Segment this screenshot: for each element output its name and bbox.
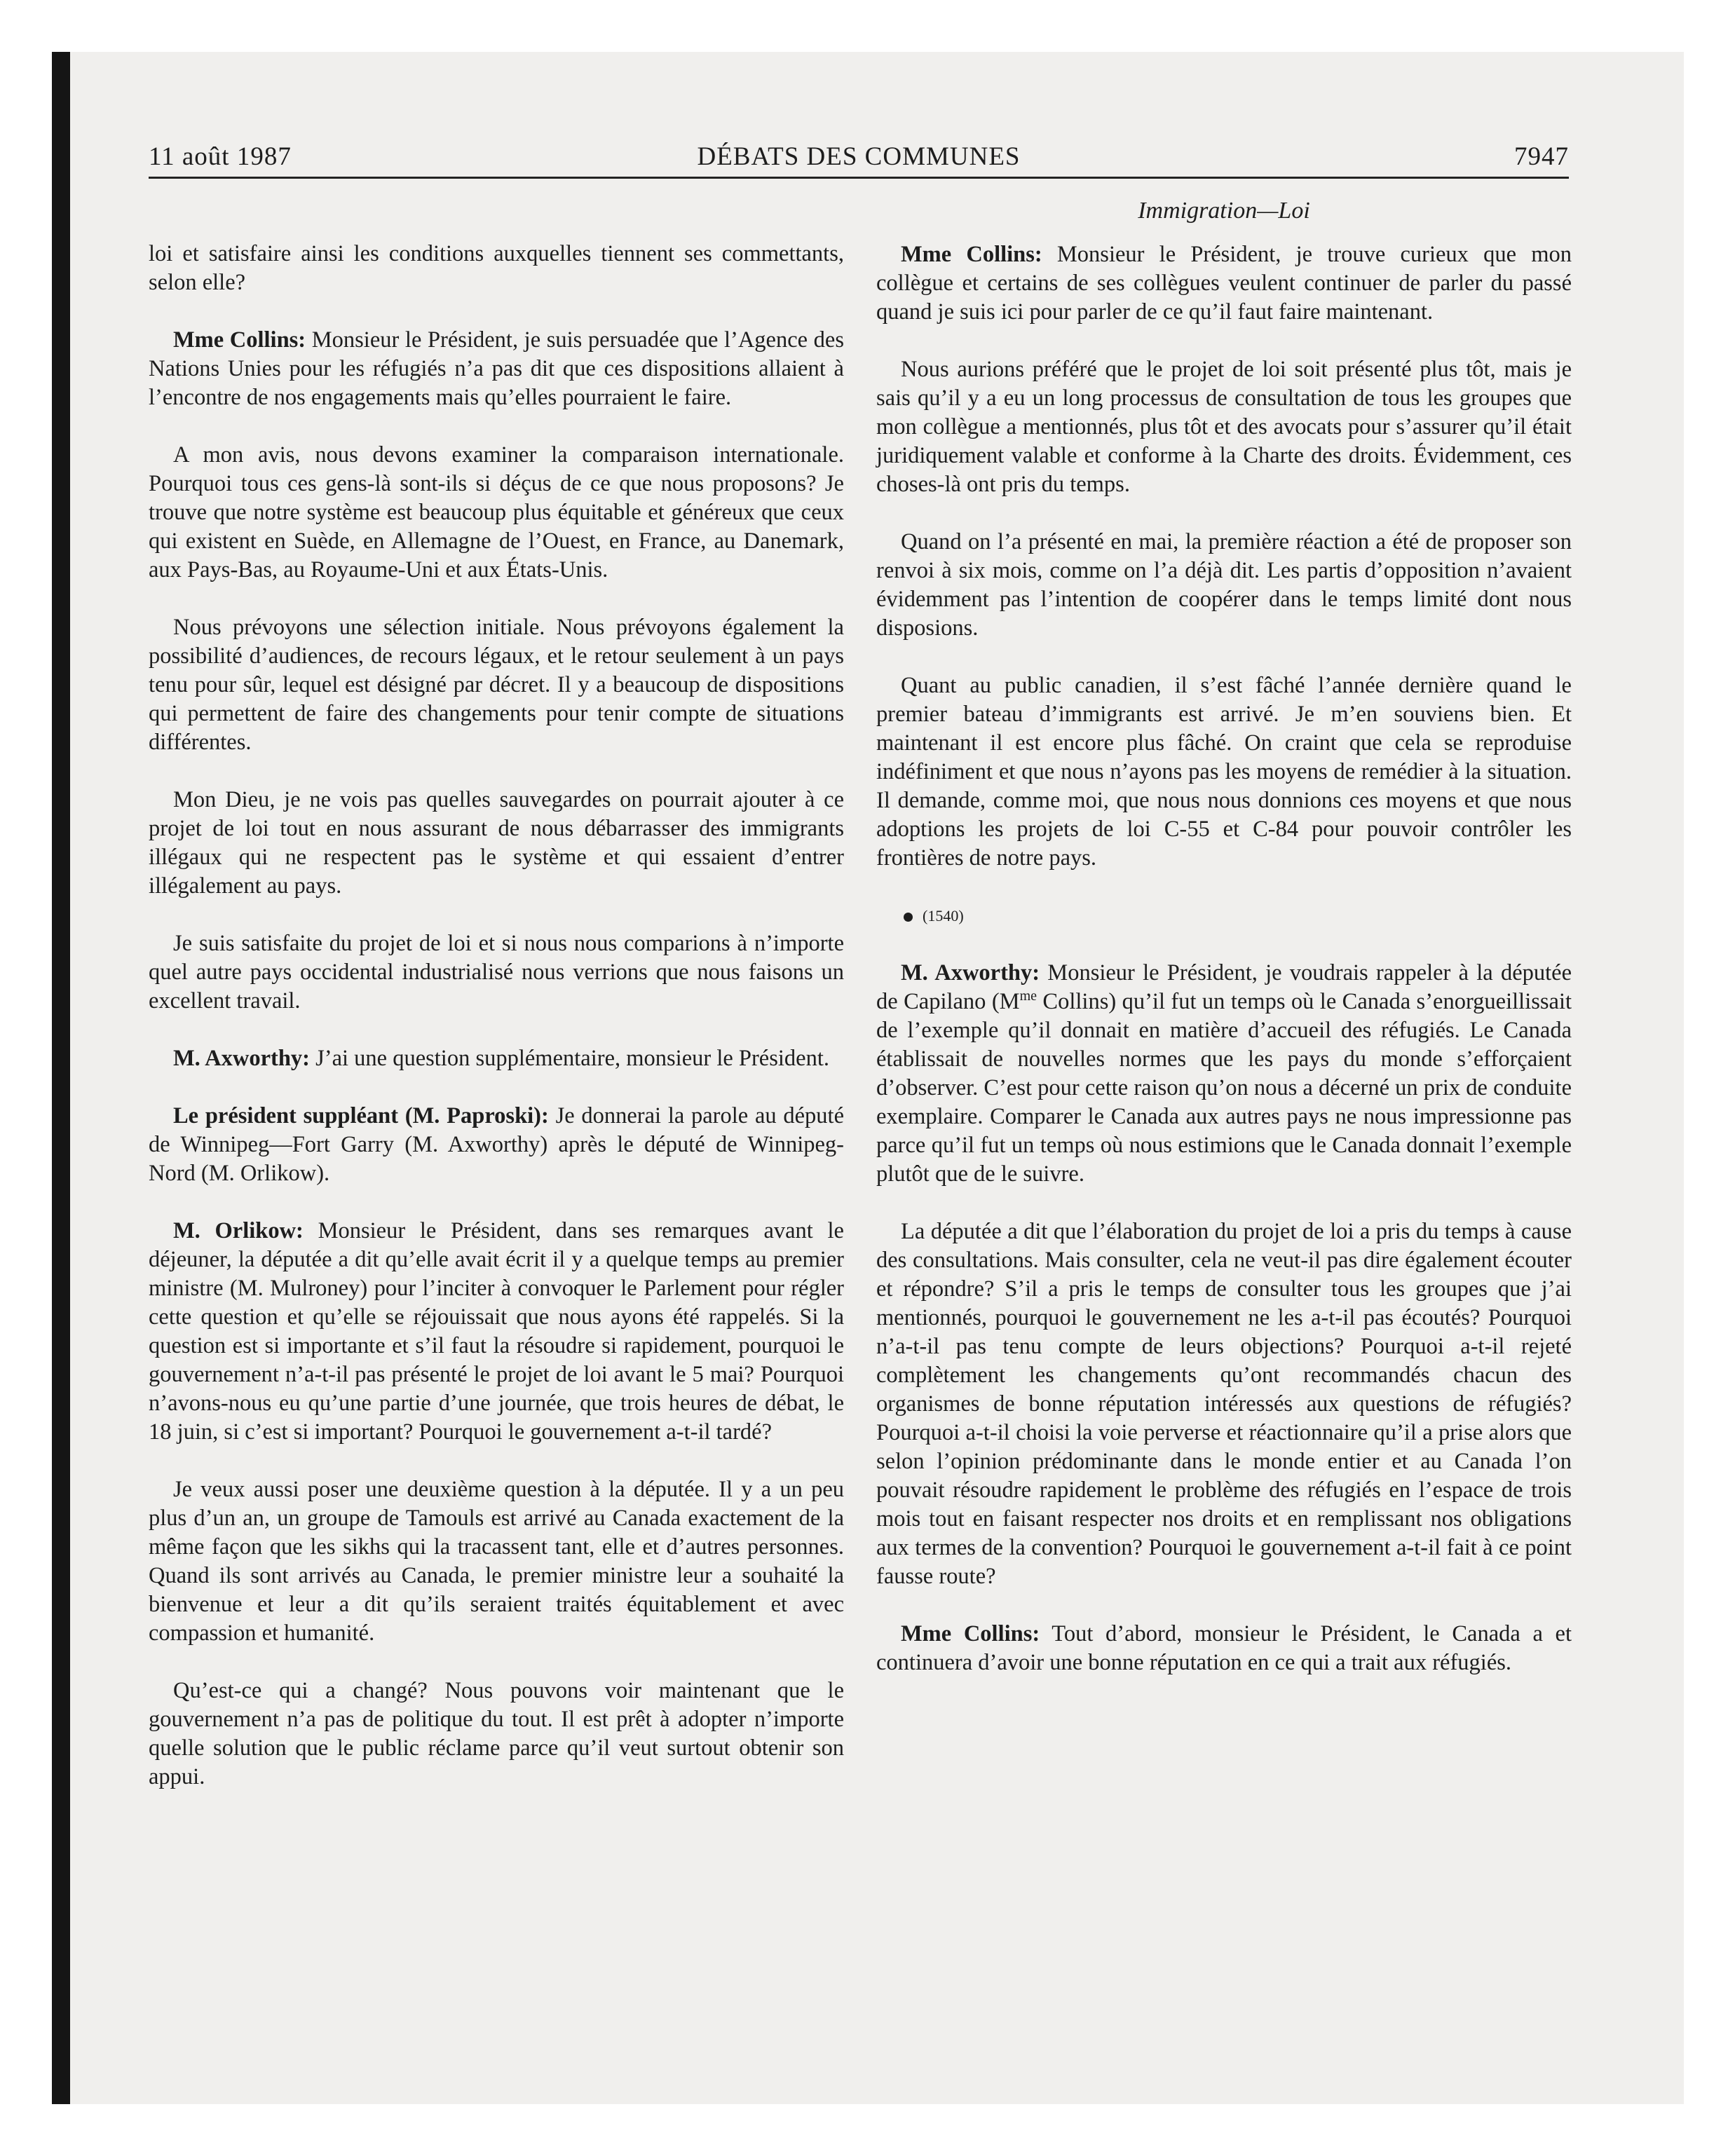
paragraph bbox=[149, 1044, 844, 1073]
speaker-name: Mme Collins: bbox=[173, 327, 306, 353]
paragraph bbox=[876, 355, 1572, 499]
paragraph-text: Nous prévoyons une sélection initiale. Nous prévoyons également la possibilité d’audiences, de recours légaux, et le retour seulement à un pays tenu pour sûr, lequel est désigné par décret. Il y a beaucoup de dispositions qui permettent de faire des changements pour tenir compte de situations différentes. bbox=[149, 615, 844, 755]
paragraph bbox=[876, 240, 1572, 327]
paragraph bbox=[876, 671, 1572, 873]
paragraph-text: Quant au public canadien, il s’est fâché l’année dernière quand le premier bateau d’immigrants est arrivé. Je m’en souviens bien. Et maintenant il est encore plus fâché. On craint que cela se reproduise indéfiniment et que nous n’ayons pas les moyens de remédier à la situation. Il demande, comme moi, que nous nous donnions ces moyens et que nous adoptions les projets de loi C-55 et C-84 pour pouvoir contrôler les frontières de notre pays. bbox=[876, 673, 1572, 871]
paragraph-text: Monsieur le Président, dans ses remarques avant le déjeuner, la députée a dit qu’elle avait écrit il y a quelque temps au premier ministre (M. Mulroney) pour l’inciter à convoquer le Parlement pour régler cette question et qu’elle se réjouissait que nous ayons été rappelés. Si la question est si importante et s’il faut la résoudre si rapidement, pourquoi le gouvernement n’a-t-il pas présenté le projet de loi avant le 5 mai? Pourquoi n’avons-nous eu qu’une partie d’une journée, que trois heures de débat, le 18 juin, si c’est si important? Pourquoi le gouvernement a-t-il tardé? bbox=[149, 1218, 844, 1445]
paragraph bbox=[149, 786, 844, 901]
paragraph-text: Je veux aussi poser une deuxième question à la députée. Il y a un peu plus d’un an, un groupe de Tamouls est arrivé au Canada exactement de la même façon que les sikhs qui la tracassent tant, elle et d’autres personnes. Quand ils sont arrivés au Canada, le premier ministre leur a souhaité la bienvenue et leur a dit qu’ils seraient traités équitablement et avec compassion et humanité. bbox=[149, 1477, 844, 1646]
paragraph-text: loi et satisfaire ainsi les conditions auxquelles tiennent ses commettants, selon elle? bbox=[149, 241, 844, 295]
speaker-name: Mme Collins: bbox=[901, 1621, 1040, 1646]
speaker-name: Le président suppléant (M. Paproski): bbox=[173, 1103, 549, 1128]
paragraph bbox=[149, 441, 844, 585]
paragraph bbox=[149, 929, 844, 1016]
paragraph bbox=[149, 613, 844, 757]
paragraph-text: Quand on l’a présenté en mai, la première réaction a été de proposer son renvoi à six mois, comme on l’a déjà dit. Les partis d’opposition n’avaient évidemment pas l’intention de coopérer dans le temps limité dont nous disposions. bbox=[876, 529, 1572, 641]
superscript: me bbox=[1019, 988, 1037, 1004]
bullet-dot-icon bbox=[904, 913, 913, 922]
paragraph bbox=[149, 240, 844, 297]
paragraph bbox=[876, 528, 1572, 643]
paragraph-text: Je suis satisfaite du projet de loi et si nous nous comparions à n’importe quel autre pays occidental industrialisé nous verrions que nous faisons un excellent travail. bbox=[149, 931, 844, 1014]
section-title: Immigration—Loi bbox=[1138, 198, 1310, 224]
speaker-name: M. Axworthy: bbox=[901, 960, 1040, 985]
speaker-name: M. Orlikow: bbox=[173, 1218, 304, 1243]
header-date: 11 août 1987 bbox=[149, 142, 292, 171]
paragraph-text: La députée a dit que l’élaboration du projet de loi a pris du temps à cause des consultations. Mais consulter, cela ne veut-il pas dire également écouter et répondre? S’il a pris le temps de consulter tous les groupes que j’ai mentionnés, pourquoi le gouvernement ne les a-t-il pas écoutés? Pourquoi n’a-t-il pas tenu compte de leurs objections? Pourquoi a-t-il rejeté complètement les changements qu’ont recommandés chacun des organismes de bonne réputation intéressés aux questions de réfugiés? Pourquoi a-t-il choisi la voie perverse et réactionnaire qu’il a prise alors que selon l’opinion prédominante dans le monde entier et au Canada l’on pouvait résoudre rapidement le problème des réfugiés en l’espace de trois mois tout en faisant respecter nos droits et en remplissant nos obligations aux termes de la convention? Pourquoi le gouvernement a-t-il fait à ce point fausse route? bbox=[876, 1219, 1572, 1589]
paragraph bbox=[149, 1217, 844, 1447]
time-marker-text: (1540) bbox=[923, 907, 964, 925]
speaker-name: Mme Collins: bbox=[901, 242, 1042, 267]
page-header bbox=[149, 140, 1569, 179]
paragraph-text: Monsieur le Président, je trouve curieux que mon collègue et certains de ses collègues veulent continuer de parler du passé quand je suis ici pour parler de ce qu’il faut faire maintenant. bbox=[876, 242, 1572, 325]
speaker-name: M. Axworthy: bbox=[173, 1046, 310, 1071]
paragraph-text: Monsieur le Président, je voudrais rappeler à la députée de Capilano (M bbox=[876, 960, 1572, 1014]
paragraph-text: Je donnerai la parole au député de Winnipeg—Fort Garry (M. Axworthy) après le député de Winnipeg-Nord (M. Orlikow). bbox=[149, 1103, 844, 1186]
paragraph-text: Collins) qu’il fut un temps où le Canada s’enorgueillissait de l’exemple qu’il donnait en matière d’accueil des réfugiés. Le Canada établissait de nouvelles normes que les pays du monde s’efforçaient d’observer. C’est pour cette raison qu’on nous a décerné un prix de conduite exemplaire. Comparer le Canada aux autres pays ne nous impressionne pas parce qu’il fut un temps où nous estimions que le Canada donnait l’exemple plutôt que de le suivre. bbox=[876, 989, 1572, 1187]
time-marker bbox=[876, 901, 1572, 930]
paragraph-text: Qu’est-ce qui a changé? Nous pouvons voir maintenant que le gouvernement n’a pas de politique du tout. Il est prêt à adopter n’importe quelle solution que le public réclame parce qu’il veut surtout obtenir son appui. bbox=[149, 1678, 844, 1789]
paragraph bbox=[876, 1217, 1572, 1591]
paragraph-text: A mon avis, nous devons examiner la comparaison internationale. Pourquoi tous ces gens-là sont-ils si déçus de ce que nous proposons? Je trouve que notre système est beaucoup plus équitable et généreux que ceux qui existent en Suède, en Allemagne de l’Ouest, en France, au Danemark, aux Pays-Bas, au Royaume-Uni et aux États-Unis. bbox=[149, 442, 844, 582]
left-column bbox=[149, 240, 844, 1820]
right-column bbox=[876, 196, 1572, 1706]
paragraph bbox=[149, 1475, 844, 1648]
header-title: DÉBATS DES COMMUNES bbox=[697, 142, 1021, 171]
paragraph bbox=[876, 1620, 1572, 1677]
paragraph bbox=[149, 1677, 844, 1792]
paragraph-text: Nous aurions préféré que le projet de loi soit présenté plus tôt, mais je sais qu’il y a eu un long processus de consultation de tous les groupes que mon collègue a mentionnés, plus tôt et des avocats pour s’assurer qu’il était juridiquement valable et conforme à la Charte des droits. Évidemment, ces choses-là ont pris du temps. bbox=[876, 357, 1572, 497]
paragraph-text: J’ai une question supplémentaire, monsieur le Président. bbox=[309, 1046, 829, 1071]
page-number: 7947 bbox=[1514, 142, 1569, 171]
paragraph-text: Tout d’abord, monsieur le Président, le Canada a et continuera d’avoir une bonne réputation en ce qui a trait aux réfugiés. bbox=[876, 1621, 1572, 1675]
paragraph bbox=[876, 959, 1572, 1189]
paragraph bbox=[149, 1102, 844, 1188]
paragraph bbox=[149, 326, 844, 412]
paragraph-text: Monsieur le Président, je suis persuadée que l’Agence des Nations Unies pour les réfugiés n’a pas dit que ces dispositions allaient à l’encontre de nos engagements mais qu’elles pourraient le faire. bbox=[149, 327, 844, 410]
paragraph-text: Mon Dieu, je ne vois pas quelles sauvegardes on pourrait ajouter à ce projet de loi tout en nous assurant de nous débarrasser des immigrants illégaux qui ne respectent pas le système et qui essaient d’entrer illégalement au pays. bbox=[149, 787, 844, 899]
